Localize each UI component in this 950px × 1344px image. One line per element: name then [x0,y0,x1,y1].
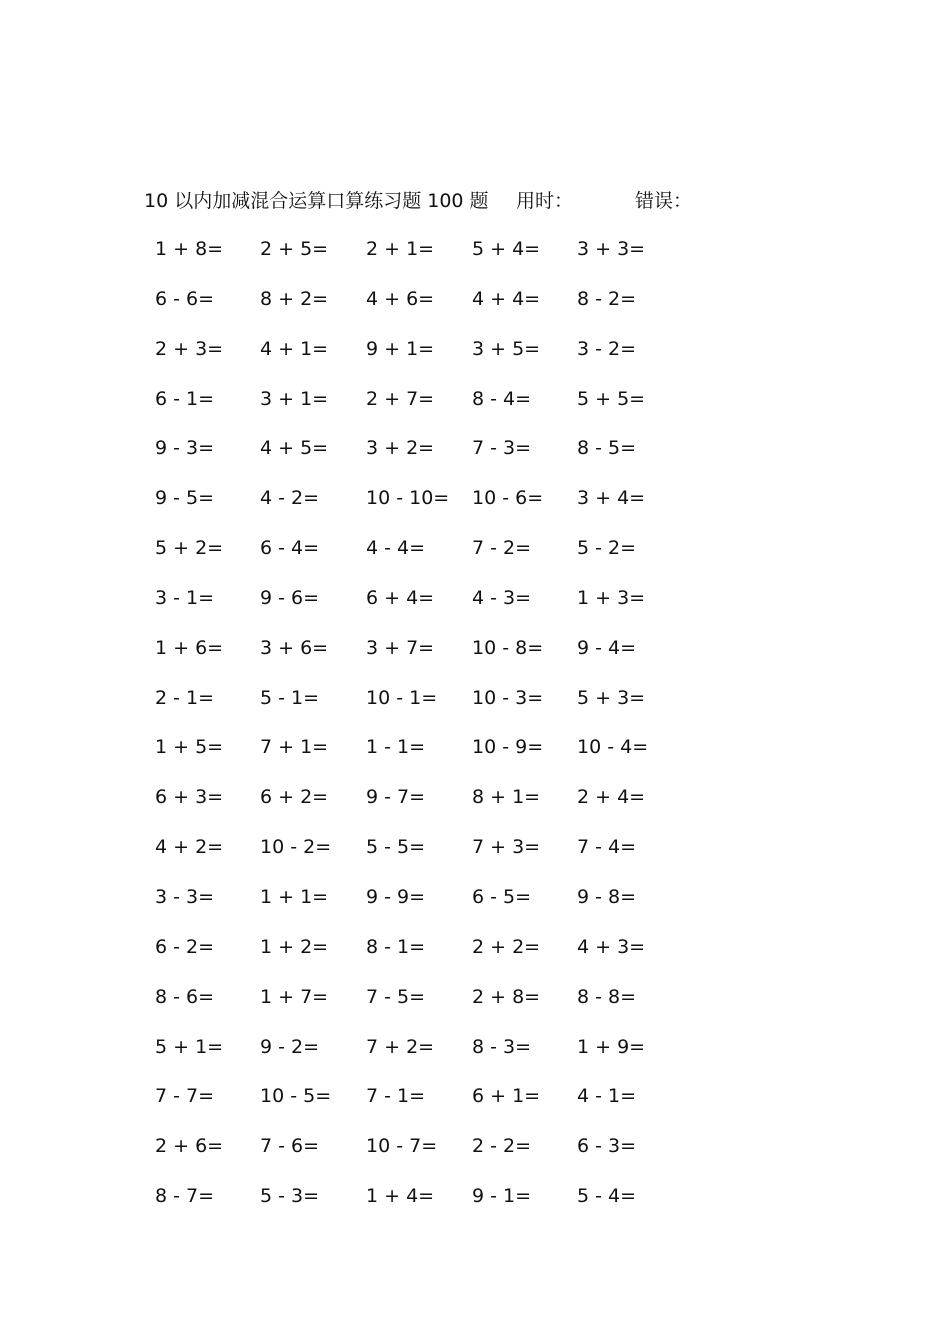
problem-item: 6 + 2= [260,786,329,809]
problem-item: 5 + 3= [577,686,646,709]
problem-item: 3 + 4= [577,487,646,510]
problem-item: 3 - 3= [155,885,215,908]
problem-row [0,1032,950,1082]
problem-item: 9 - 3= [155,437,215,460]
problem-item: 2 - 2= [472,1135,532,1158]
problem-item: 3 + 3= [577,238,646,260]
problem-row [0,234,950,284]
problem-item: 2 + 5= [260,238,329,260]
problem-item: 1 - 1= [366,736,426,759]
problem-item: 6 - 4= [260,537,320,560]
problem-row [0,1081,950,1131]
problem-item: 9 - 4= [577,636,637,659]
problem-item: 10 - 5= [260,1085,332,1108]
problem-item: 7 - 3= [472,437,532,460]
problem-item: 8 + 2= [260,287,329,310]
problem-item: 9 - 5= [155,487,215,510]
problem-row [0,1181,950,1231]
problem-item: 8 - 3= [472,1035,532,1058]
problem-row [0,533,950,583]
problem-item: 5 + 5= [577,387,646,410]
problem-item: 5 - 4= [577,1185,637,1208]
problem-row [0,832,950,882]
problem-item: 10 - 10= [366,487,450,510]
problem-item: 8 - 6= [155,985,215,1008]
problem-item: 1 + 4= [366,1185,435,1208]
problem-row [0,483,950,533]
problem-row [0,882,950,932]
problem-item: 9 - 6= [260,586,320,609]
problem-item: 3 + 6= [260,636,329,659]
problem-item: 3 - 2= [577,337,637,360]
problem-row [0,384,950,434]
problem-item: 8 - 4= [472,387,532,410]
problem-item: 10 - 3= [472,686,544,709]
problem-item: 3 + 7= [366,636,435,659]
problem-item: 10 - 1= [366,686,438,709]
problem-item: 9 - 8= [577,885,637,908]
problem-item: 6 - 5= [472,885,532,908]
problem-row [0,433,950,483]
problem-row [0,732,950,782]
problem-item: 5 - 5= [366,836,426,859]
problem-item: 7 + 3= [472,836,541,859]
problem-item: 1 + 3= [577,586,646,609]
problem-item: 8 - 5= [577,437,637,460]
error-count-label: 错误： [635,190,693,212]
problem-item: 3 + 2= [366,437,435,460]
problem-item: 8 + 1= [472,786,541,809]
problem-item: 5 + 4= [472,238,541,260]
problem-item: 8 - 8= [577,985,637,1008]
problem-item: 2 + 8= [472,985,541,1008]
problem-item: 2 - 1= [155,686,215,709]
problem-item: 2 + 2= [472,935,541,958]
problem-item: 6 - 6= [155,287,215,310]
problem-item: 10 - 9= [472,736,544,759]
problem-item: 1 + 9= [577,1035,646,1058]
problem-row [0,1131,950,1181]
problem-item: 5 - 3= [260,1185,320,1208]
problem-item: 9 - 1= [472,1185,532,1208]
problem-item: 3 + 1= [260,387,329,410]
problem-item: 1 + 1= [260,885,329,908]
problem-row [0,583,950,633]
problem-item: 3 - 1= [155,586,215,609]
problem-item: 4 + 3= [577,935,646,958]
problem-item: 7 - 6= [260,1135,320,1158]
problem-item: 1 + 8= [155,238,224,260]
problem-item: 1 + 5= [155,736,224,759]
problem-item: 8 - 7= [155,1185,215,1208]
problem-item: 10 - 7= [366,1135,438,1158]
problem-item: 6 - 3= [577,1135,637,1158]
problem-item: 7 - 4= [577,836,637,859]
problem-item: 5 + 1= [155,1035,224,1058]
problem-item: 9 + 1= [366,337,435,360]
problem-item: 4 - 1= [577,1085,637,1108]
problem-item: 4 + 6= [366,287,435,310]
problem-item: 4 + 2= [155,836,224,859]
problem-item: 4 + 4= [472,287,541,310]
problem-item: 5 - 1= [260,686,320,709]
problem-item: 1 + 6= [155,636,224,659]
problem-item: 9 - 2= [260,1035,320,1058]
problem-item: 5 - 2= [577,537,637,560]
problem-item: 4 + 5= [260,437,329,460]
problem-row [0,633,950,683]
problem-item: 4 - 3= [472,586,532,609]
problem-item: 9 - 7= [366,786,426,809]
problem-item: 2 + 4= [577,786,646,809]
problem-item: 6 - 2= [155,935,215,958]
problem-item: 7 + 2= [366,1035,435,1058]
problem-item: 5 + 2= [155,537,224,560]
problem-item: 10 - 8= [472,636,544,659]
problem-row [0,932,950,982]
problem-item: 6 + 3= [155,786,224,809]
problem-item: 2 + 6= [155,1135,224,1158]
problem-item: 6 - 1= [155,387,215,410]
problem-item: 8 - 1= [366,935,426,958]
problem-item: 7 - 5= [366,985,426,1008]
time-used-label: 用时： [516,190,574,212]
problem-item: 6 + 1= [472,1085,541,1108]
problem-item: 2 + 3= [155,337,224,360]
problem-row [0,782,950,832]
problem-item: 7 - 1= [366,1085,426,1108]
problem-item: 10 - 4= [577,736,649,759]
problem-row [0,683,950,733]
problem-item: 7 - 7= [155,1085,215,1108]
problem-item: 8 - 2= [577,287,637,310]
problem-grid [0,234,950,1231]
problem-row [0,334,950,384]
problem-item: 1 + 2= [260,935,329,958]
problem-item: 10 - 2= [260,836,332,859]
problem-item: 2 + 7= [366,387,435,410]
problem-item: 4 + 1= [260,337,329,360]
problem-item: 6 + 4= [366,586,435,609]
worksheet-title: 10 以内加减混合运算口算练习题 100 题 [144,190,489,212]
problem-item: 4 - 2= [260,487,320,510]
problem-item: 9 - 9= [366,885,426,908]
problem-item: 4 - 4= [366,537,426,560]
problem-item: 7 + 1= [260,736,329,759]
problem-item: 10 - 6= [472,487,544,510]
problem-item: 1 + 7= [260,985,329,1008]
problem-item: 2 + 1= [366,238,435,260]
problem-row [0,284,950,334]
problem-item: 3 + 5= [472,337,541,360]
problem-item: 7 - 2= [472,537,532,560]
problem-row [0,982,950,1032]
